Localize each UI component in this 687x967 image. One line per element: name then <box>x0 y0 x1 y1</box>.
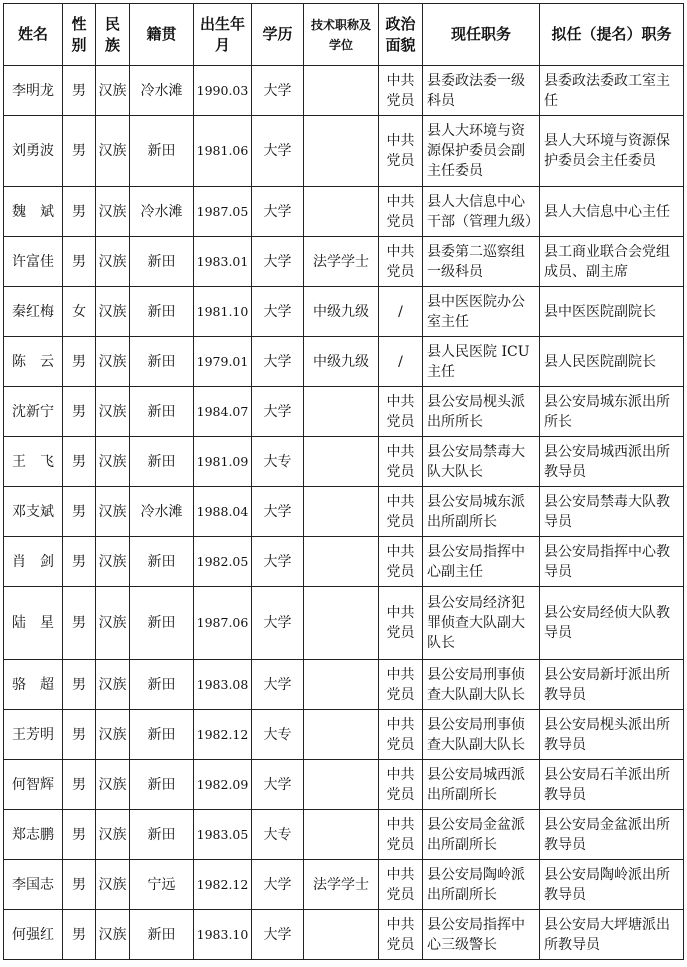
cell-gender: 女 <box>63 287 96 337</box>
cell-education: 大学 <box>252 587 304 660</box>
table-row <box>4 237 684 287</box>
cell-native-place: 冷水滩 <box>130 66 194 116</box>
cell-gender: 男 <box>63 66 96 116</box>
cell-name: 沈新宁 <box>4 387 63 437</box>
table-row <box>4 187 684 237</box>
cell-ethnicity: 汉族 <box>96 710 130 760</box>
table-row <box>4 860 684 910</box>
cell-title-degree: 法学学士 <box>304 860 379 910</box>
cell-native-place: 冷水滩 <box>130 487 194 537</box>
cell-proposed-position: 县公安局禁毒大队教导员 <box>540 487 684 537</box>
cell-education: 大学 <box>252 66 304 116</box>
cell-title-degree: 法学学士 <box>304 237 379 287</box>
cell-native-place: 新田 <box>130 387 194 437</box>
cell-title-degree <box>304 587 379 660</box>
cell-birth: 1982.12 <box>194 710 252 760</box>
cell-ethnicity: 汉族 <box>96 437 130 487</box>
cell-proposed-position: 县公安局经侦大队教导员 <box>540 587 684 660</box>
cell-title-degree <box>304 387 379 437</box>
cell-current-position: 县公安局刑事侦查大队副大队长 <box>423 660 540 710</box>
header-title-degree: 技术职称及学位 <box>304 4 379 66</box>
cell-political: 中共党员 <box>379 487 423 537</box>
cell-current-position: 县公安局城东派出所副所长 <box>423 487 540 537</box>
cell-name: 王 飞 <box>4 437 63 487</box>
cell-birth: 1981.10 <box>194 287 252 337</box>
cell-proposed-position: 县人大环境与资源保护委员会主任委员 <box>540 116 684 187</box>
cell-ethnicity: 汉族 <box>96 537 130 587</box>
header-native-place: 籍贯 <box>130 4 194 66</box>
cell-birth: 1982.05 <box>194 537 252 587</box>
cell-education: 大学 <box>252 760 304 810</box>
cell-birth: 1990.03 <box>194 66 252 116</box>
cell-education: 大学 <box>252 660 304 710</box>
cell-ethnicity: 汉族 <box>96 910 130 960</box>
header-name: 姓名 <box>4 4 63 66</box>
cell-political: 中共党员 <box>379 760 423 810</box>
cell-name: 魏 斌 <box>4 187 63 237</box>
cell-native-place: 新田 <box>130 710 194 760</box>
cell-gender: 男 <box>63 337 96 387</box>
cell-education: 大学 <box>252 910 304 960</box>
cell-native-place: 新田 <box>130 760 194 810</box>
table-row <box>4 710 684 760</box>
cell-political: 中共党员 <box>379 860 423 910</box>
cell-political: 中共党员 <box>379 660 423 710</box>
cell-proposed-position: 县工商业联合会党组成员、副主席 <box>540 237 684 287</box>
cell-name: 王芳明 <box>4 710 63 760</box>
cell-ethnicity: 汉族 <box>96 387 130 437</box>
cell-native-place: 新田 <box>130 537 194 587</box>
cell-gender: 男 <box>63 487 96 537</box>
cell-name: 陆 星 <box>4 587 63 660</box>
cell-gender: 男 <box>63 810 96 860</box>
cell-name: 许富佳 <box>4 237 63 287</box>
table-row <box>4 387 684 437</box>
cell-gender: 男 <box>63 237 96 287</box>
cell-birth: 1981.09 <box>194 437 252 487</box>
cell-proposed-position: 县人大信息中心主任 <box>540 187 684 237</box>
cell-political: / <box>379 287 423 337</box>
cell-current-position: 县公安局指挥中心副主任 <box>423 537 540 587</box>
cell-education: 大学 <box>252 487 304 537</box>
cell-ethnicity: 汉族 <box>96 487 130 537</box>
cell-title-degree <box>304 660 379 710</box>
cell-political: 中共党员 <box>379 810 423 860</box>
cell-education: 大专 <box>252 710 304 760</box>
cell-education: 大学 <box>252 116 304 187</box>
cell-native-place: 新田 <box>130 810 194 860</box>
cell-native-place: 新田 <box>130 587 194 660</box>
table-row <box>4 587 684 660</box>
cell-name: 李明龙 <box>4 66 63 116</box>
cell-proposed-position: 县公安局石羊派出所教导员 <box>540 760 684 810</box>
cell-current-position: 县人大环境与资源保护委员会副主任委员 <box>423 116 540 187</box>
cell-name: 何智辉 <box>4 760 63 810</box>
cell-proposed-position: 县公安局新圩派出所教导员 <box>540 660 684 710</box>
header-proposed-position: 拟任（提名）职务 <box>540 4 684 66</box>
appointment-table <box>3 3 684 960</box>
cell-title-degree <box>304 187 379 237</box>
cell-birth: 1983.01 <box>194 237 252 287</box>
cell-education: 大学 <box>252 860 304 910</box>
cell-proposed-position: 县公安局金盆派出所教导员 <box>540 810 684 860</box>
cell-title-degree <box>304 487 379 537</box>
cell-title-degree <box>304 66 379 116</box>
cell-current-position: 县公安局禁毒大队大队长 <box>423 437 540 487</box>
cell-gender: 男 <box>63 910 96 960</box>
cell-ethnicity: 汉族 <box>96 237 130 287</box>
cell-ethnicity: 汉族 <box>96 116 130 187</box>
cell-education: 大学 <box>252 187 304 237</box>
cell-current-position: 县公安局经济犯罪侦查大队副大队长 <box>423 587 540 660</box>
cell-education: 大专 <box>252 810 304 860</box>
cell-political: 中共党员 <box>379 66 423 116</box>
cell-name: 肖 剑 <box>4 537 63 587</box>
cell-current-position: 县委第二巡察组一级科员 <box>423 237 540 287</box>
cell-name: 骆 超 <box>4 660 63 710</box>
cell-birth: 1983.10 <box>194 910 252 960</box>
cell-current-position: 县中医医院办公室主任 <box>423 287 540 337</box>
cell-education: 大学 <box>252 287 304 337</box>
cell-birth: 1983.08 <box>194 660 252 710</box>
cell-gender: 男 <box>63 587 96 660</box>
cell-native-place: 宁远 <box>130 860 194 910</box>
header-row <box>4 4 684 66</box>
cell-gender: 男 <box>63 760 96 810</box>
cell-name: 郑志鹏 <box>4 810 63 860</box>
cell-political: 中共党员 <box>379 387 423 437</box>
cell-ethnicity: 汉族 <box>96 810 130 860</box>
cell-gender: 男 <box>63 537 96 587</box>
header-education: 学历 <box>252 4 304 66</box>
cell-birth: 1988.04 <box>194 487 252 537</box>
cell-name: 刘勇波 <box>4 116 63 187</box>
cell-proposed-position: 县委政法委政工室主任 <box>540 66 684 116</box>
table-row <box>4 337 684 387</box>
cell-political: 中共党员 <box>379 910 423 960</box>
cell-name: 邓支斌 <box>4 487 63 537</box>
cell-current-position: 县公安局城西派出所副所长 <box>423 760 540 810</box>
cell-name: 秦红梅 <box>4 287 63 337</box>
cell-gender: 男 <box>63 437 96 487</box>
cell-native-place: 新田 <box>130 660 194 710</box>
cell-gender: 男 <box>63 860 96 910</box>
cell-name: 李国志 <box>4 860 63 910</box>
cell-ethnicity: 汉族 <box>96 187 130 237</box>
cell-gender: 男 <box>63 387 96 437</box>
cell-proposed-position: 县公安局大坪塘派出所教导员 <box>540 910 684 960</box>
cell-education: 大专 <box>252 437 304 487</box>
cell-native-place: 新田 <box>130 910 194 960</box>
cell-native-place: 新田 <box>130 337 194 387</box>
cell-current-position: 县人民医院 ICU 主任 <box>423 337 540 387</box>
table-row <box>4 287 684 337</box>
cell-proposed-position: 县中医医院副院长 <box>540 287 684 337</box>
cell-ethnicity: 汉族 <box>96 66 130 116</box>
cell-proposed-position: 县公安局指挥中心教导员 <box>540 537 684 587</box>
header-political: 政治面貌 <box>379 4 423 66</box>
cell-ethnicity: 汉族 <box>96 287 130 337</box>
cell-political: 中共党员 <box>379 710 423 760</box>
cell-title-degree <box>304 437 379 487</box>
cell-political: 中共党员 <box>379 537 423 587</box>
cell-proposed-position: 县公安局城东派出所所长 <box>540 387 684 437</box>
cell-political: / <box>379 337 423 387</box>
header-birth: 出生年月 <box>194 4 252 66</box>
cell-education: 大学 <box>252 337 304 387</box>
cell-birth: 1987.06 <box>194 587 252 660</box>
cell-education: 大学 <box>252 537 304 587</box>
cell-current-position: 县公安局刑事侦查大队副大队长 <box>423 710 540 760</box>
cell-current-position: 县公安局陶岭派出所副所长 <box>423 860 540 910</box>
cell-proposed-position: 县公安局陶岭派出所教导员 <box>540 860 684 910</box>
cell-political: 中共党员 <box>379 437 423 487</box>
cell-current-position: 县公安局枧头派出所所长 <box>423 387 540 437</box>
cell-birth: 1982.09 <box>194 760 252 810</box>
cell-current-position: 县委政法委一级科员 <box>423 66 540 116</box>
cell-birth: 1982.12 <box>194 860 252 910</box>
cell-ethnicity: 汉族 <box>96 660 130 710</box>
cell-ethnicity: 汉族 <box>96 860 130 910</box>
cell-title-degree <box>304 116 379 187</box>
cell-current-position: 县公安局金盆派出所副所长 <box>423 810 540 860</box>
cell-current-position: 县公安局指挥中心三级警长 <box>423 910 540 960</box>
cell-proposed-position: 县人民医院副院长 <box>540 337 684 387</box>
cell-ethnicity: 汉族 <box>96 337 130 387</box>
table-row <box>4 437 684 487</box>
cell-political: 中共党员 <box>379 587 423 660</box>
cell-title-degree <box>304 810 379 860</box>
cell-gender: 男 <box>63 710 96 760</box>
cell-ethnicity: 汉族 <box>96 760 130 810</box>
cell-political: 中共党员 <box>379 237 423 287</box>
cell-gender: 男 <box>63 660 96 710</box>
table-row <box>4 487 684 537</box>
table-row <box>4 660 684 710</box>
cell-native-place: 新田 <box>130 116 194 187</box>
cell-native-place: 新田 <box>130 237 194 287</box>
table-row <box>4 810 684 860</box>
cell-political: 中共党员 <box>379 187 423 237</box>
cell-education: 大学 <box>252 387 304 437</box>
cell-birth: 1979.01 <box>194 337 252 387</box>
header-current-position: 现任职务 <box>423 4 540 66</box>
header-ethnicity: 民族 <box>96 4 130 66</box>
cell-title-degree <box>304 710 379 760</box>
cell-proposed-position: 县公安局枧头派出所教导员 <box>540 710 684 760</box>
cell-title-degree: 中级九级 <box>304 337 379 387</box>
cell-gender: 男 <box>63 187 96 237</box>
cell-birth: 1984.07 <box>194 387 252 437</box>
table-body <box>4 66 684 960</box>
cell-education: 大学 <box>252 237 304 287</box>
cell-title-degree <box>304 910 379 960</box>
cell-native-place: 新田 <box>130 287 194 337</box>
cell-title-degree: 中级九级 <box>304 287 379 337</box>
cell-name: 陈 云 <box>4 337 63 387</box>
table-row <box>4 537 684 587</box>
header-gender: 性别 <box>63 4 96 66</box>
cell-title-degree <box>304 537 379 587</box>
cell-political: 中共党员 <box>379 116 423 187</box>
table-row <box>4 910 684 960</box>
cell-birth: 1981.06 <box>194 116 252 187</box>
table-row <box>4 116 684 187</box>
cell-ethnicity: 汉族 <box>96 587 130 660</box>
table-row <box>4 66 684 116</box>
cell-title-degree <box>304 760 379 810</box>
cell-gender: 男 <box>63 116 96 187</box>
cell-native-place: 冷水滩 <box>130 187 194 237</box>
table-row <box>4 760 684 810</box>
cell-birth: 1983.05 <box>194 810 252 860</box>
cell-birth: 1987.05 <box>194 187 252 237</box>
cell-native-place: 新田 <box>130 437 194 487</box>
cell-proposed-position: 县公安局城西派出所教导员 <box>540 437 684 487</box>
cell-current-position: 县人大信息中心干部（管理九级） <box>423 187 540 237</box>
cell-name: 何强红 <box>4 910 63 960</box>
